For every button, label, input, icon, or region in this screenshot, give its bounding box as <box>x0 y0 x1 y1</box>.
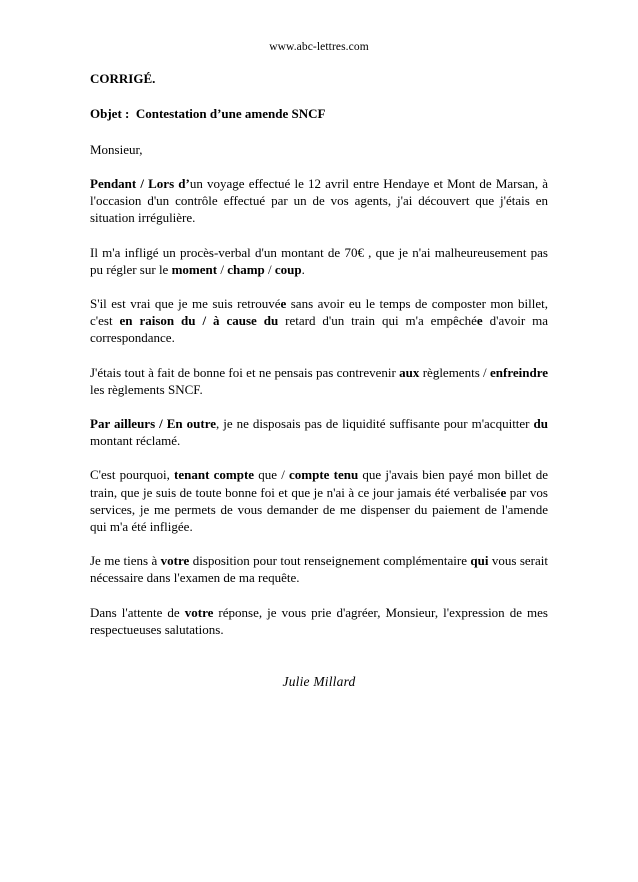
paragraph-1 <box>90 175 548 227</box>
paragraph-3-text-3: retard d'un train qui m'a empêché <box>278 313 477 329</box>
paragraph-6-option-2: compte tenu <box>289 467 359 483</box>
paragraph-2 <box>90 244 548 278</box>
paragraph-3-option-1: en raison du / à cause du <box>119 313 279 329</box>
paragraph-2-tail: . <box>301 261 305 277</box>
paragraph-5-option-1: Par ailleurs / En outre <box>90 416 216 432</box>
paragraph-2-option-2: champ <box>227 261 265 277</box>
paragraph-5-text-2: montant réclamé. <box>90 433 181 449</box>
paragraph-4 <box>90 364 548 398</box>
site-url-header: www.abc-lettres.com <box>269 41 369 53</box>
paragraph-4-option-1: aux <box>399 364 420 380</box>
paragraph-1-bold-lead: Pendant / Lors d’ <box>90 176 190 191</box>
paragraph-6-text-2: que / <box>254 467 289 483</box>
paragraph-3-text-2: sans avoir eu le temps de composter mon billet, c'est <box>90 296 548 329</box>
paragraph-8 <box>90 604 548 638</box>
paragraph-4-text-1: J'étais tout à fait de bonne foi et ne pensais pas contrevenir <box>90 364 400 380</box>
salutation: Monsieur, <box>90 142 143 157</box>
paragraph-6-text-3: que j'avais bien payé mon billet de train, que je suis de toute bonne foi et que je n'ai à ce jour jamais été verbalisé <box>90 467 548 500</box>
paragraph-7-text-2: disposition pour tout renseignement complémentaire <box>189 553 471 569</box>
paragraph-7-option-1: votre <box>160 553 190 569</box>
paragraph-5-option-2: du <box>533 416 548 432</box>
paragraph-7-text-1: Je me tiens à <box>90 553 161 569</box>
paragraph-4-option-2: enfreindre <box>489 364 548 380</box>
paragraph-4-text-2: règlements / <box>419 364 490 380</box>
corrige-label: CORRIGÉ. <box>90 71 156 86</box>
paragraph-2-sep-1: / <box>217 261 228 277</box>
paragraph-3-text-1: S'il est vrai que je me suis retrouvé <box>90 296 281 312</box>
paragraph-6-text-4: par vos services, je me permets de vous demander de me dispenser du paiement de l'amende qui m'a été infligée. <box>90 484 548 535</box>
paragraph-3-agreement-e-1: e <box>280 296 287 312</box>
paragraph-2-sep-2: / <box>264 261 275 277</box>
paragraph-7 <box>90 552 548 586</box>
paragraph-3-text-4: d'avoir ma correspondance. <box>90 313 548 346</box>
paragraph-6 <box>90 466 548 535</box>
paragraph-5-text-1: , je ne disposais pas de liquidité suffisante pour m'acquitter <box>216 416 534 432</box>
paragraph-8-text-2: réponse, je vous prie d'agréer, Monsieur, l'expression de mes respectueuses salutations. <box>90 604 548 637</box>
paragraph-5 <box>90 415 548 449</box>
paragraph-6-option-1: tenant compte <box>174 467 255 483</box>
paragraph-1-text: un voyage effectué le 12 avril entre Hendaye et Mont de Marsan, à l'occasion d'un contrôle effectué par un de vos agents, j'ai découvert que j'étais en situation irrégulière. <box>90 176 549 226</box>
paragraph-7-option-2: qui <box>470 553 489 569</box>
paragraph-3-agreement-e-2: e <box>476 313 483 329</box>
paragraph-2-text-1: Il m'a infligé un procès-verbal d'un montant de 70€ , que je n'ai malheureusement pas pu régler sur le <box>90 244 548 277</box>
paragraph-4-text-3: les règlements SNCF. <box>90 381 203 397</box>
subject-line: Objet : Contestation d’une amende SNCF <box>90 106 326 121</box>
paragraph-2-option-1: moment <box>171 261 218 277</box>
paragraph-6-agreement-e: e <box>500 484 507 500</box>
document-content <box>90 0 548 690</box>
paragraph-8-option-1: votre <box>184 604 214 620</box>
paragraph-3 <box>90 295 548 347</box>
paragraph-7-text-3: vous serait nécessaire dans l'examen de ma requête. <box>90 553 548 586</box>
paragraph-8-text-1: Dans l'attente de <box>90 604 185 620</box>
signature-name: Julie Millard <box>282 674 356 690</box>
paragraph-2-option-3: coup <box>274 261 302 277</box>
paragraph-6-text-1: C'est pourquoi, <box>90 467 175 483</box>
